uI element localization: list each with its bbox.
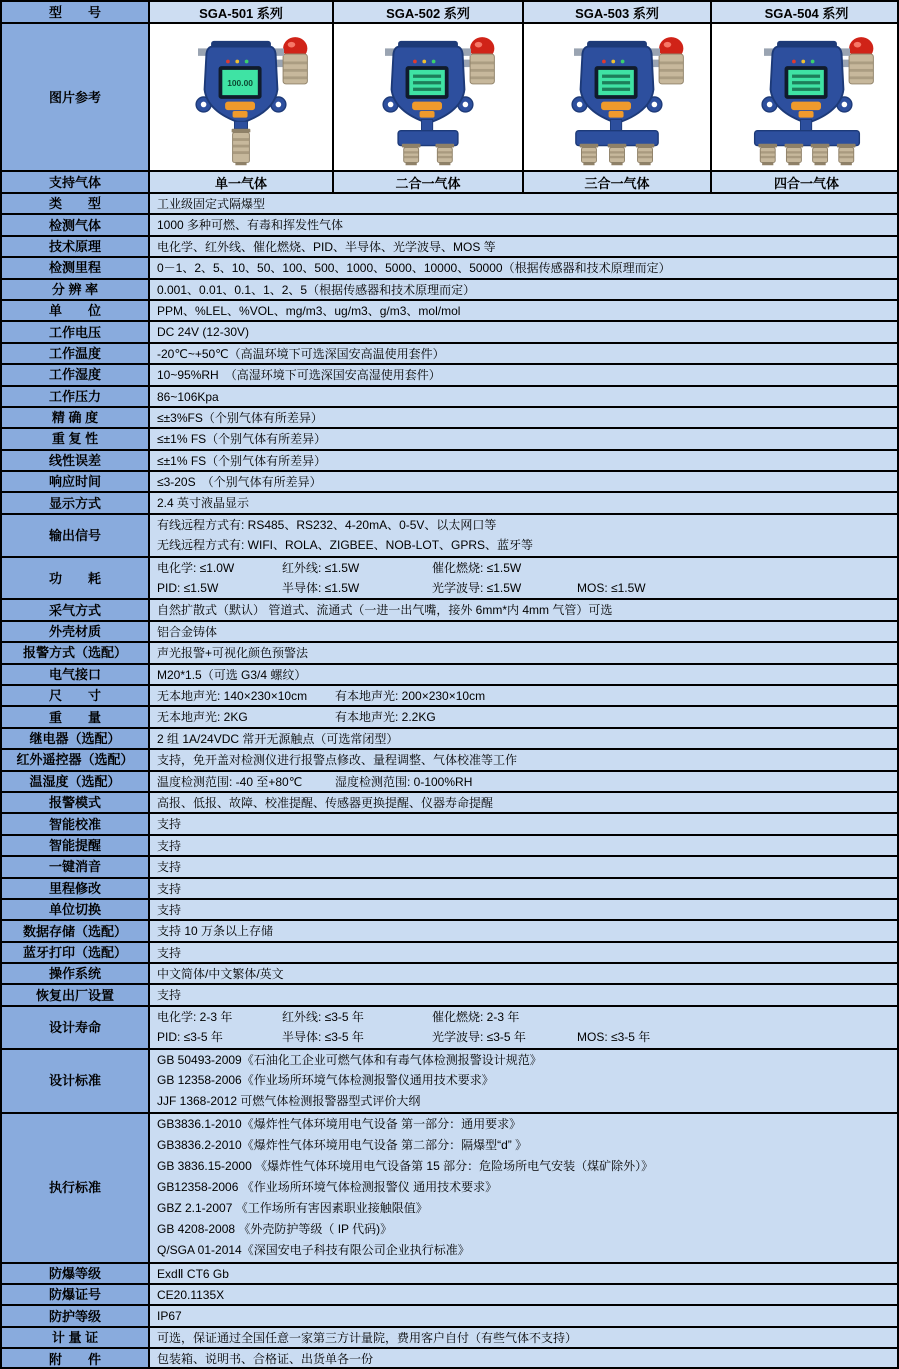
- device-image-sga-503: [524, 24, 712, 170]
- spec-row-label: 报警模式: [2, 793, 150, 812]
- device-image-sga-502: [334, 24, 524, 170]
- spec-value-line: 声光报警+可视化颜色预警法: [157, 646, 309, 661]
- spec-row: [2, 408, 897, 429]
- model-header-sga-503: SGA-503 系列: [524, 2, 712, 22]
- spec-row-value: [150, 365, 897, 384]
- spec-value-segment: 无本地声光: 140×230×10cm: [157, 689, 308, 704]
- spec-row-value: [150, 964, 897, 983]
- spec-value-line: GB 4208-2008 《外壳防护等级（ IP 代码)》: [157, 1222, 393, 1237]
- spec-value-line: 中文简体/中文繁体/英文: [157, 967, 284, 982]
- gas-detector-image: [150, 24, 332, 170]
- spec-value-line: 10~95%RH （高湿环境下可选深国安高湿使用套件）: [157, 368, 441, 383]
- spec-row-label: 防爆证号: [2, 1285, 150, 1304]
- spec-value-line: 支持: [157, 945, 182, 960]
- spec-row: [2, 686, 897, 707]
- spec-value-line: 无线远程方式有: WIFI、ROLA、ZIGBEE、NOB-LOT、GPRS、蓝牙等: [157, 538, 534, 553]
- spec-row-value: [150, 1285, 897, 1304]
- gas-value-single: 单一气体: [150, 172, 334, 192]
- spec-row-label: 恢复出厂设置: [2, 985, 150, 1004]
- spec-row-label: 数据存储（选配）: [2, 921, 150, 940]
- spec-value-line: JJF 1368-2012 可燃气体检测报警器型式评价大纲: [157, 1094, 421, 1109]
- spec-row-label: 计 量 证: [2, 1328, 150, 1347]
- spec-value-segment: PID: ≤1.5W: [157, 581, 219, 596]
- spec-row: [2, 258, 897, 279]
- spec-row-value: [150, 921, 897, 940]
- spec-row-label: 重 复 性: [2, 429, 150, 448]
- spec-row-label: 工作压力: [2, 387, 150, 406]
- spec-row: [2, 622, 897, 643]
- spec-row-value: [150, 814, 897, 833]
- spec-row-value: [150, 1349, 897, 1369]
- spec-row-value: [150, 729, 897, 748]
- spec-value-segment: 温度检测范围: -40 至+80℃: [157, 774, 303, 789]
- spec-value-line: ExdⅡ CT6 Gb: [157, 1266, 229, 1281]
- spec-value-line: 自然扩散式（默认） 管道式、流通式（一进一出气嘴，接外 6mm*内 4mm 气管）可选: [157, 603, 613, 618]
- gas-row-label: 支持气体: [2, 172, 150, 192]
- spec-row-label: 报警方式（选配）: [2, 643, 150, 662]
- spec-row: [2, 451, 897, 472]
- spec-row: [2, 921, 897, 942]
- spec-row-value: [150, 194, 897, 213]
- spec-row-value: [150, 600, 897, 619]
- spec-row: [2, 750, 897, 771]
- spec-value-line: 0－1、2、5、10、50、100、500、1000、5000、10000、50000（根据传感器和技术原理而定）: [157, 261, 671, 276]
- spec-value-line: GB 12358-2006《作业场所环境气体检测报警仪通用技术要求》: [157, 1073, 494, 1088]
- spec-value-segment: 电化学: ≤1.0W: [157, 560, 235, 575]
- spec-row-value: [150, 985, 897, 1004]
- spec-value-segment: MOS: ≤1.5W: [577, 581, 646, 596]
- spec-row-value: [150, 1306, 897, 1325]
- spec-row-value: [150, 1114, 897, 1262]
- spec-row-value: [150, 750, 897, 769]
- spec-row-value: [150, 857, 897, 876]
- spec-rows-container: [2, 194, 897, 1369]
- spec-value-line: 高报、低报、故障、校准提醒、传感器更换提醒、仪器寿命提醒: [157, 795, 494, 810]
- spec-row-value: [150, 301, 897, 320]
- spec-value-line: GB3836.2-2010《爆炸性气体环境用电气设备 第二部分：隔爆型“d” 》: [157, 1138, 528, 1153]
- spec-value-line: 支持: [157, 838, 182, 853]
- spec-row-value: [150, 900, 897, 919]
- spec-value-line: 有线远程方式有: RS485、RS232、4-20mA、0-5V、以太网口等: [157, 517, 497, 532]
- spec-row: [2, 665, 897, 686]
- spec-row-label: 防爆等级: [2, 1264, 150, 1283]
- spec-row-label: 蓝牙打印（选配）: [2, 943, 150, 962]
- spec-row: [2, 1349, 897, 1369]
- spec-row-label: 智能校准: [2, 814, 150, 833]
- spec-row-label: 电气接口: [2, 665, 150, 684]
- spec-row-label: 一键消音: [2, 857, 150, 876]
- spec-row: [2, 900, 897, 921]
- gas-detector-image: [524, 24, 710, 170]
- spec-row-label: 功 耗: [2, 558, 150, 599]
- model-header-sga-502: SGA-502 系列: [334, 2, 524, 22]
- spec-row-value: [150, 322, 897, 341]
- spec-value-line: 电化学、红外线、催化燃烧、PID、半导体、光学波导、MOS 等: [157, 239, 496, 254]
- spec-row-label: 响应时间: [2, 472, 150, 491]
- spec-value-segment: 光学波导: ≤1.5W: [432, 581, 522, 596]
- spec-row-value: [150, 215, 897, 234]
- spec-row: [2, 857, 897, 878]
- spec-value-line: [157, 558, 897, 578]
- spec-row: [2, 301, 897, 322]
- gas-detector-image: [712, 24, 897, 170]
- spec-row-label: 附 件: [2, 1349, 150, 1369]
- spec-row: [2, 1114, 897, 1264]
- spec-row-label: 智能提醒: [2, 836, 150, 855]
- spec-row: [2, 558, 897, 601]
- spec-value-line: IP67: [157, 1309, 182, 1324]
- spec-row-value: [150, 943, 897, 962]
- spec-row: [2, 237, 897, 258]
- spec-value-segment: 催化燃烧: ≤1.5W: [432, 560, 522, 575]
- gas-value-4in1: 四合一气体: [712, 172, 897, 192]
- spec-row-value: [150, 387, 897, 406]
- spec-row-value: [150, 793, 897, 812]
- spec-row: [2, 600, 897, 621]
- spec-row-label: 显示方式: [2, 493, 150, 512]
- spec-value-line: 可选，保证通过全国任意一家第三方计量院，费用客户自付（有些气体不支持）: [157, 1330, 578, 1345]
- spec-row-label: 检测气体: [2, 215, 150, 234]
- spec-row-value: [150, 280, 897, 299]
- spec-value-line: 支持: [157, 860, 182, 875]
- spec-value-line: ≤±1% FS（个别气体有所差异）: [157, 432, 327, 447]
- model-header-sga-504: SGA-504 系列: [712, 2, 897, 22]
- spec-row: [2, 1007, 897, 1050]
- image-reference-row: [2, 24, 897, 172]
- spec-row-value: [150, 643, 897, 662]
- spec-row: [2, 1306, 897, 1327]
- spec-row-label: 尺 寸: [2, 686, 150, 705]
- spec-row-value: [150, 772, 897, 791]
- spec-row-label: 执行标准: [2, 1114, 150, 1262]
- spec-value-line: [157, 707, 897, 726]
- spec-value-segment: 半导体: ≤1.5W: [282, 581, 360, 596]
- spec-value-segment: PID: ≤3-5 年: [157, 1030, 223, 1045]
- spec-row-label: 操作系统: [2, 964, 150, 983]
- spec-value-line: 支持: [157, 881, 182, 896]
- spec-value-line: 2.4 英寸液晶显示: [157, 496, 250, 511]
- spec-value-line: 工业级固定式隔爆型: [157, 197, 266, 211]
- gas-value-2in1: 二合一气体: [334, 172, 524, 192]
- spec-row-value: [150, 344, 897, 363]
- model-header-sga-501: SGA-501 系列: [150, 2, 334, 22]
- gas-value-3in1: 三合一气体: [524, 172, 712, 192]
- spec-value-line: [157, 1027, 897, 1047]
- spec-value-line: ≤±3%FS（个别气体有所差异）: [157, 410, 323, 425]
- spec-row: [2, 365, 897, 386]
- spec-value-line: [157, 1007, 897, 1027]
- spec-row-value: [150, 237, 897, 256]
- spec-value-segment: 无本地声光: 2KG: [157, 710, 248, 725]
- spec-row-label: 精 确 度: [2, 408, 150, 427]
- spec-row: [2, 1285, 897, 1306]
- spec-row: [2, 814, 897, 835]
- spec-row-label: 工作湿度: [2, 365, 150, 384]
- spec-row-value: [150, 429, 897, 448]
- spec-value-line: 支持，免开盖对检测仪进行报警点修改、量程调整、气体校准等工作: [157, 753, 518, 768]
- spec-row-label: 采气方式: [2, 600, 150, 619]
- spec-value-line: [157, 578, 897, 598]
- spec-row-label: 工作电压: [2, 322, 150, 341]
- spec-value-line: CE20.1135X: [157, 1288, 225, 1303]
- spec-row: [2, 643, 897, 664]
- spec-row: [2, 985, 897, 1006]
- spec-value-line: [157, 772, 897, 791]
- spec-row: [2, 836, 897, 857]
- spec-row-label: 类 型: [2, 194, 150, 213]
- spec-row-value: [150, 622, 897, 641]
- spec-value-line: GB12358-2006 《作业场所环境气体检测报警仪 通用技术要求》: [157, 1180, 498, 1195]
- spec-value-line: 0.001、0.01、0.1、1、2、5（根据传感器和技术原理而定）: [157, 282, 476, 297]
- spec-row-label: 输出信号: [2, 515, 150, 556]
- spec-row: [2, 472, 897, 493]
- spec-row-label: 外壳材质: [2, 622, 150, 641]
- spec-value-line: 铝合金铸体: [157, 624, 218, 639]
- spec-row-label: 技术原理: [2, 237, 150, 256]
- spec-value-line: GB 3836.15-2000 《爆炸性气体环境用电气设备第 15 部分：危险场所电气安装（煤矿除外）》: [157, 1159, 654, 1174]
- spec-row-label: 单 位: [2, 301, 150, 320]
- spec-row-value: [150, 1264, 897, 1283]
- spec-value-line: 包装箱、说明书、合格证、出货单各一份: [157, 1352, 374, 1367]
- spec-row-label: 继电器（选配）: [2, 729, 150, 748]
- spec-value-line: 86~106Kpa: [157, 389, 219, 404]
- spec-row: [2, 793, 897, 814]
- svg-text:100.00: 100.00: [227, 77, 253, 88]
- spec-row: [2, 729, 897, 750]
- spec-row-value: [150, 686, 897, 705]
- spec-row-value: [150, 451, 897, 470]
- gas-detector-image: [334, 24, 522, 170]
- spec-row-value: [150, 472, 897, 491]
- spec-row-value: [150, 1328, 897, 1347]
- spec-row-value: [150, 1050, 897, 1112]
- spec-value-segment: 光学波导: ≤3-5 年: [432, 1030, 526, 1045]
- spec-row-label: 设计标准: [2, 1050, 150, 1112]
- spec-row-value: [150, 515, 897, 556]
- spec-value-line: ≤±1% FS（个别气体有所差异）: [157, 453, 327, 468]
- spec-value-line: 支持: [157, 902, 182, 917]
- spec-value-line: DC 24V (12-30V): [157, 325, 250, 340]
- spec-value-line: GB3836.1-2010《爆炸性气体环境用电气设备 第一部分：通用要求》: [157, 1117, 522, 1132]
- spec-row: [2, 194, 897, 215]
- spec-value-segment: 电化学: 2-3 年: [157, 1009, 233, 1024]
- spec-value-line: 2 组 1A/24VDC 常开无源触点（可选常闭型）: [157, 731, 399, 746]
- spec-row: [2, 1264, 897, 1285]
- spec-row-label: 分 辨 率: [2, 280, 150, 299]
- spec-value-line: -20℃~+50℃（高温环境下可选深国安高温使用套件）: [157, 346, 445, 361]
- spec-row: [2, 493, 897, 514]
- spec-value-line: 1000 多种可燃、有毒和挥发性气体: [157, 218, 344, 233]
- spec-value-line: PPM、%LEL、%VOL、mg/m3、ug/m3、g/m3、mol/mol: [157, 303, 461, 318]
- spec-row: [2, 280, 897, 301]
- spec-row: [2, 772, 897, 793]
- spec-row-label: 重 量: [2, 707, 150, 726]
- spec-row-value: [150, 408, 897, 427]
- model-row-label: 型 号: [2, 2, 150, 22]
- model-header-row: [2, 2, 897, 24]
- spec-row: [2, 344, 897, 365]
- spec-row-label: 温湿度（选配）: [2, 772, 150, 791]
- spec-row-label: 红外遥控器（选配）: [2, 750, 150, 769]
- spec-value-segment: MOS: ≤3-5 年: [577, 1030, 651, 1045]
- spec-row-value: [150, 836, 897, 855]
- spec-row-value: [150, 665, 897, 684]
- spec-row-value: [150, 258, 897, 277]
- spec-value-segment: 湿度检测范围: 0-100%RH: [335, 774, 473, 789]
- supported-gas-row: [2, 172, 897, 194]
- spec-value-segment: 半导体: ≤3-5 年: [282, 1030, 364, 1045]
- device-image-sga-504: [712, 24, 897, 170]
- spec-value-segment: 红外线: ≤3-5 年: [282, 1009, 364, 1024]
- spec-row-label: 单位切换: [2, 900, 150, 919]
- spec-row: [2, 387, 897, 408]
- spec-row-value: [150, 707, 897, 726]
- spec-row-label: 线性误差: [2, 451, 150, 470]
- spec-value-line: GB 50493-2009《石油化工企业可燃气体和有毒气体检测报警设计规范》: [157, 1052, 542, 1067]
- spec-value-line: 支持 10 万条以上存储: [157, 924, 274, 939]
- spec-row-label: 里程修改: [2, 879, 150, 898]
- spec-row: [2, 429, 897, 450]
- spec-value-line: GBZ 2.1-2007 《工作场所有害因素职业接触限值》: [157, 1201, 428, 1216]
- spec-row-label: 检测里程: [2, 258, 150, 277]
- spec-row: [2, 515, 897, 558]
- spec-row: [2, 215, 897, 236]
- spec-row-value: [150, 493, 897, 512]
- spec-value-segment: 有本地声光: 2.2KG: [335, 710, 436, 725]
- spec-row-label: 防护等级: [2, 1306, 150, 1325]
- device-image-sga-501: [150, 24, 334, 170]
- spec-value-segment: 有本地声光: 200×230×10cm: [335, 689, 486, 704]
- spec-row-value: [150, 1007, 897, 1048]
- spec-row: [2, 1328, 897, 1349]
- spec-row-value: [150, 879, 897, 898]
- spec-row: [2, 964, 897, 985]
- spec-row: [2, 879, 897, 900]
- spec-value-line: M20*1.5（可选 G3/4 螺纹）: [157, 667, 307, 682]
- spec-row: [2, 322, 897, 343]
- spec-value-line: [157, 686, 897, 705]
- spec-value-segment: 催化燃烧: 2-3 年: [432, 1009, 520, 1024]
- image-row-label: 图片参考: [2, 24, 150, 170]
- spec-value-line: Q/SGA 01-2014《深国安电子科技有限公司企业执行标准》: [157, 1243, 470, 1258]
- spec-row: [2, 943, 897, 964]
- spec-value-line: 支持: [157, 817, 182, 832]
- spec-row: [2, 707, 897, 728]
- spec-value-line: 支持: [157, 988, 182, 1003]
- spec-value-segment: 红外线: ≤1.5W: [282, 560, 360, 575]
- spec-value-line: ≤3-20S （个别气体有所差异）: [157, 475, 322, 490]
- spec-row-label: 工作温度: [2, 344, 150, 363]
- spec-row-value: [150, 558, 897, 599]
- spec-row-label: 设计寿命: [2, 1007, 150, 1048]
- spec-row: [2, 1050, 897, 1114]
